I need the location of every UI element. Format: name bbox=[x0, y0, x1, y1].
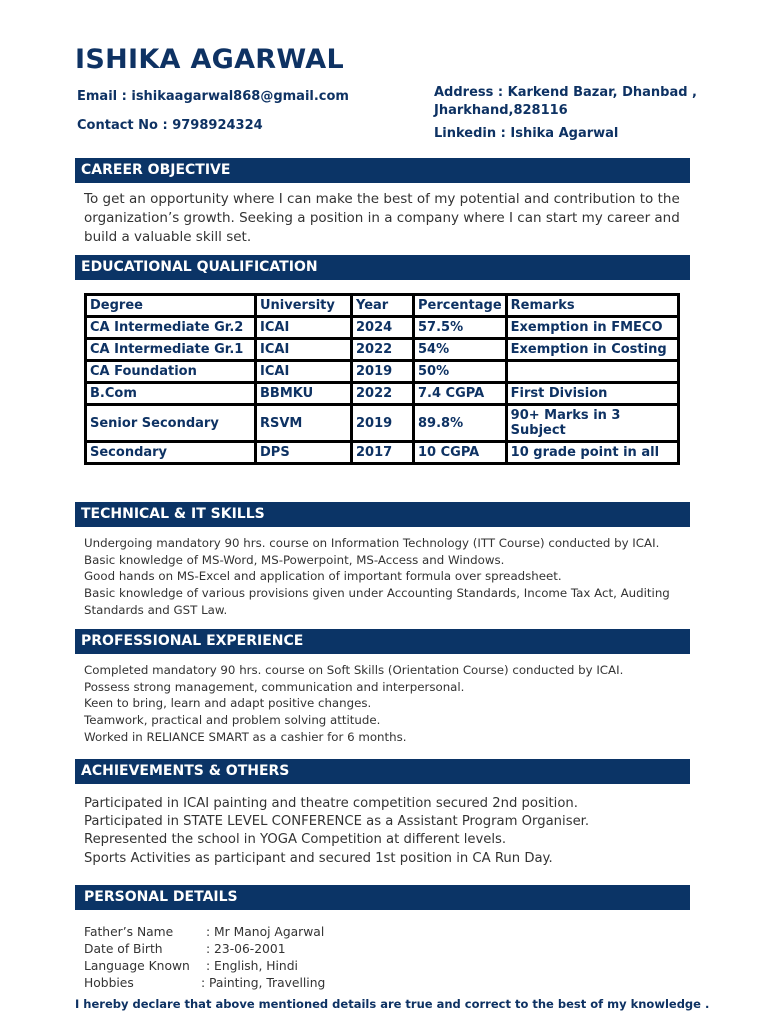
linkedin: Linkedin : Ishika Agarwal bbox=[434, 126, 619, 141]
table-cell: Exemption in FMECO bbox=[506, 317, 678, 339]
section-heading-achievements: ACHIEVEMENTS & OTHERS bbox=[75, 759, 690, 784]
personal-label: Language Known bbox=[84, 959, 190, 973]
email: Email : ishikaagarwal868@gmail.com bbox=[77, 89, 349, 104]
table-row bbox=[86, 317, 679, 339]
table-cell: Exemption in Costing bbox=[506, 339, 678, 361]
address-line-2: Jharkhand,828116 bbox=[434, 103, 568, 118]
address-line-1: Address : Karkend Bazar, Dhanbad , bbox=[434, 85, 697, 100]
personal-label: Father’s Name bbox=[84, 925, 174, 939]
table-cell: RSVM bbox=[256, 405, 352, 442]
table-cell: 2022 bbox=[352, 339, 414, 361]
table-cell bbox=[506, 361, 678, 383]
column-header: Year bbox=[352, 295, 414, 317]
list-item: Participated in STATE LEVEL CONFERENCE as a Assistant Program Organiser. bbox=[84, 814, 590, 830]
table-cell: BBMKU bbox=[256, 383, 352, 405]
list-item: Basic knowledge of MS-Word, MS-Powerpoint, MS-Access and Windows. bbox=[84, 552, 505, 567]
table-cell: 2019 bbox=[352, 405, 414, 442]
table-cell: Secondary bbox=[86, 442, 256, 464]
table-row bbox=[86, 405, 679, 442]
personal-value: : Mr Manoj Agarwal bbox=[206, 925, 325, 939]
table-cell: 10 CGPA bbox=[414, 442, 507, 464]
section-heading-personal-details: PERSONAL DETAILS bbox=[75, 885, 690, 910]
list-item: Sports Activities as participant and secured 1st position in CA Run Day. bbox=[84, 850, 553, 866]
column-header: Degree bbox=[86, 295, 256, 317]
list-item: Completed mandatory 90 hrs. course on Soft Skills (Orientation Course) conducted by ICAI. bbox=[84, 663, 624, 677]
list-item: Represented the school in YOGA Competition at different levels. bbox=[84, 832, 507, 848]
table-cell: ICAI bbox=[256, 361, 352, 383]
table-cell: B.Com bbox=[86, 383, 256, 405]
personal-value: : English, Hindi bbox=[206, 959, 298, 973]
table-cell: ICAI bbox=[256, 339, 352, 361]
personal-label: Date of Birth bbox=[84, 942, 163, 956]
table-row bbox=[86, 442, 679, 464]
list-item: Worked in RELIANCE SMART as a cashier for 6 months. bbox=[84, 729, 407, 744]
section-heading-professional-experience: PROFESSIONAL EXPERIENCE bbox=[75, 629, 690, 654]
list-item: Keen to bring, learn and adapt positive changes. bbox=[84, 696, 372, 711]
list-item: Undergoing mandatory 90 hrs. course on Information Technology (ITT Course) conducted by ICAI. bbox=[84, 536, 660, 550]
table-cell: DPS bbox=[256, 442, 352, 464]
table-cell: 57.5% bbox=[414, 317, 507, 339]
table-cell: 89.8% bbox=[414, 405, 507, 442]
table-cell: Senior Secondary bbox=[86, 405, 256, 442]
table-cell: ICAI bbox=[256, 317, 352, 339]
table-cell: 7.4 CGPA bbox=[414, 383, 507, 405]
table-cell: 90+ Marks in 3 Subject bbox=[506, 405, 678, 442]
table-cell: CA Foundation bbox=[86, 361, 256, 383]
experience-list bbox=[84, 662, 704, 746]
table-cell: 54% bbox=[414, 339, 507, 361]
technical-skills-list bbox=[84, 535, 704, 619]
column-header: Remarks bbox=[506, 295, 678, 317]
personal-label: Hobbies bbox=[84, 976, 134, 990]
table-cell: First Division bbox=[506, 383, 678, 405]
education-table bbox=[84, 293, 680, 465]
contact-number: Contact No : 9798924324 bbox=[77, 118, 263, 133]
candidate-name: ISHIKA AGARWAL bbox=[75, 44, 344, 75]
list-item: Participated in ICAI painting and theatre competition secured 2nd position. bbox=[84, 796, 578, 811]
list-item: Basic knowledge of various provisions given under Accounting Standards, Income Tax Act, Auditing Standards and GST Law. bbox=[84, 586, 670, 617]
table-row bbox=[86, 383, 679, 405]
personal-value: : Painting, Travelling bbox=[201, 976, 326, 990]
list-item: Teamwork, practical and problem solving attitude. bbox=[84, 713, 381, 728]
section-heading-career-objective: CAREER OBJECTIVE bbox=[75, 158, 690, 183]
column-header: Percentage bbox=[414, 295, 507, 317]
table-cell: 10 grade point in all bbox=[506, 442, 678, 464]
table-cell: 2019 bbox=[352, 361, 414, 383]
list-item: Good hands on MS-Excel and application of important formula over spreadsheet. bbox=[84, 569, 562, 584]
career-objective-text: To get an opportunity where I can make the best of my potential and contribution to the organization’s growth. Seeking a position in a company where I can start my career and build a valuable skill set. bbox=[84, 191, 680, 245]
table-cell: 2024 bbox=[352, 317, 414, 339]
table-cell: 2022 bbox=[352, 383, 414, 405]
table-cell: 2017 bbox=[352, 442, 414, 464]
section-heading-technical-skills: TECHNICAL & IT SKILLS bbox=[75, 502, 690, 527]
table-row bbox=[86, 339, 679, 361]
personal-value: : 23-06-2001 bbox=[206, 942, 286, 956]
table-header-row bbox=[86, 295, 679, 317]
column-header: University bbox=[256, 295, 352, 317]
section-heading-education: EDUCATIONAL QUALIFICATION bbox=[75, 255, 690, 280]
table-row bbox=[86, 361, 679, 383]
declaration: I hereby declare that above mentioned details are true and correct to the best of my knowledge . bbox=[75, 997, 710, 1011]
achievements-list bbox=[84, 795, 704, 868]
list-item: Possess strong management, communication and interpersonal. bbox=[84, 679, 465, 694]
table-cell: 50% bbox=[414, 361, 507, 383]
table-cell: CA Intermediate Gr.2 bbox=[86, 317, 256, 339]
table-cell: CA Intermediate Gr.1 bbox=[86, 339, 256, 361]
